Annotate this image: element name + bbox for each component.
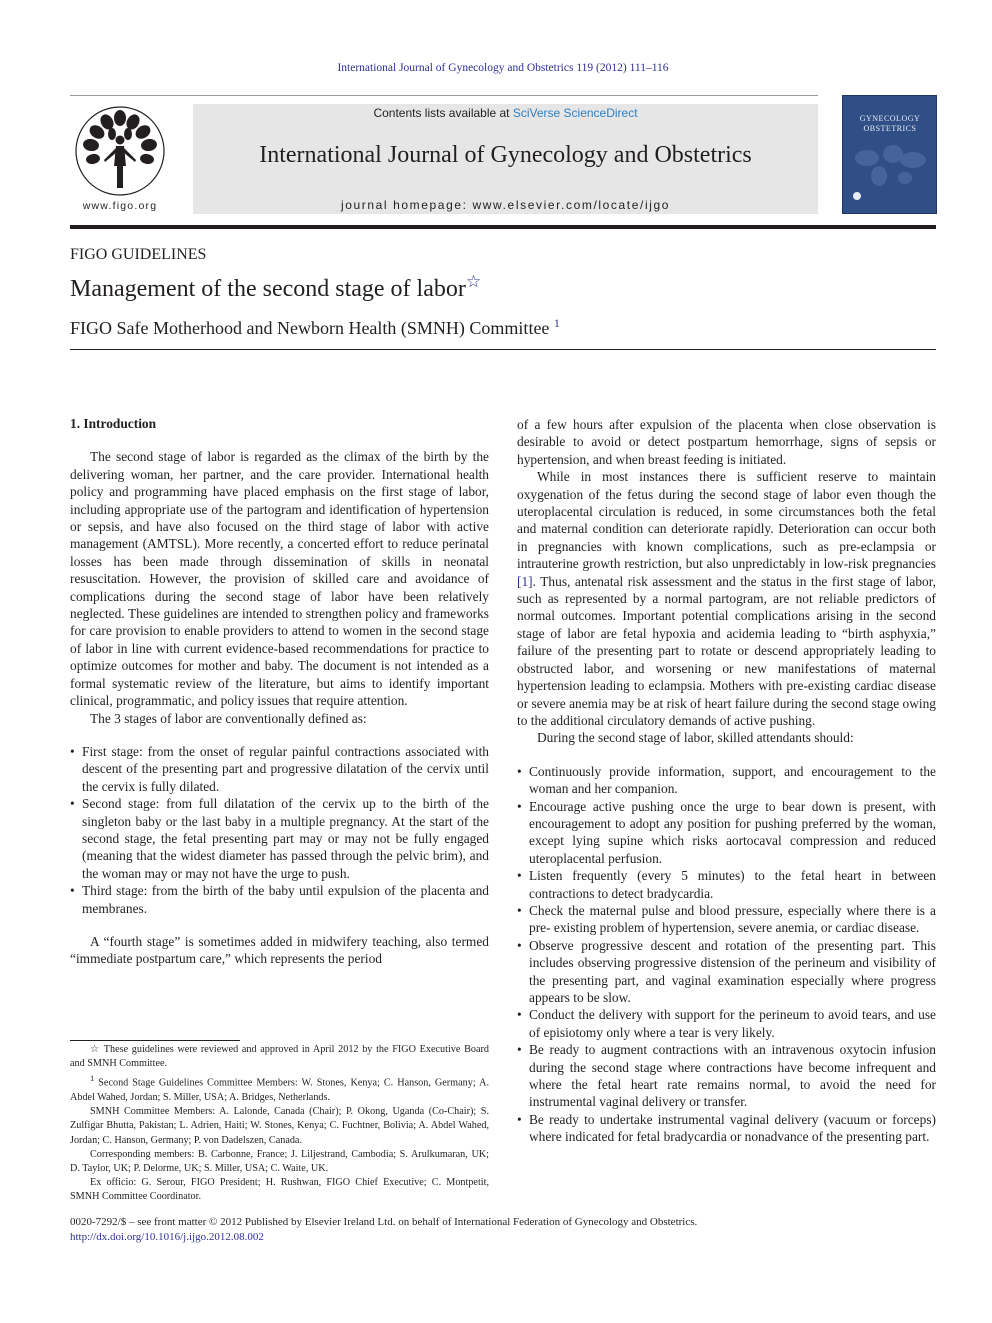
stages-list (70, 743, 489, 917)
contents-prefix: Contents lists available at (373, 106, 513, 120)
paragraph: During the second stage of labor, skilled attendants should: (537, 730, 854, 746)
authors-text: FIGO Safe Motherhood and Newborn Health (SMNH) Committee (70, 318, 550, 338)
article-title-text: Management of the second stage of labor (70, 276, 466, 302)
list-item: • Be ready to augment contractions with an intravenous oxytocin infusion during the second stage where contractions have become infrequent and where the fetal heart rate remains normal, to avoid the need for instrumental vaginal delivery or transfer. (517, 1041, 936, 1111)
footnote (70, 1071, 489, 1105)
reference-link[interactable]: [1] (517, 573, 533, 589)
section-heading: 1. Introduction (70, 416, 157, 431)
attendant-actions-list (517, 763, 936, 1146)
left-column (70, 415, 489, 968)
title-rule (70, 349, 936, 350)
contents-line (193, 106, 818, 120)
list-item: • Listen frequently (every 5 minutes) to the fetal heart in between contractions to detect bradycardia. (517, 867, 936, 902)
paragraph: of a few hours after expulsion of the placenta when close observation is desirable to avoid or detect postpartum hemorrhage, signs of sepsis or hypertension, and when breast feeding is initiated. (517, 417, 936, 467)
list-item: • Third stage: from the birth of the baby until expulsion of the placenta and membranes. (70, 882, 489, 917)
author-footnote-mark[interactable]: 1 (553, 316, 560, 330)
cover-title: GYNECOLOGY OBSTETRICS (859, 114, 921, 133)
title-footnote-mark[interactable]: ☆ (465, 272, 482, 291)
section-label: FIGO GUIDELINES (70, 246, 207, 263)
list-item: • Continuously provide information, support, and encouragement to the woman and her companion. (517, 763, 936, 798)
paragraph: The second stage of labor is regarded as the climax of the birth by the delivering woman, her partner, and the care provider. International health policy and programming have placed emphasis on the first stage of labor, including appropriate use of the partogram and identification of hypertension or sepsis, and have also focused on the third stage of labor with active management (AMTSL). More recently, a concerted effort to reduce perinatal losses has been made through dissemination of skills in neonatal resuscitation. However, the provision of skilled care and avoidance of complications during the second stage of labor have been relatively neglected. These guidelines are intended to strengthen policy and frameworks for care provision to enable providers to attend to women in the second stage of labor in line with current evidence-based recommendations for practice to optimize outcomes for mother and baby. The document is not intended as a formal systematic review of the literature, but aims to identify important clinical, programmatic, and policy issues that require attention. (70, 449, 489, 709)
sciencedirect-link[interactable]: SciVerse ScienceDirect (512, 106, 638, 120)
figo-logo (70, 104, 180, 216)
footnote-text: These guidelines were reviewed and approved in April 2012 by the FIGO Executive Board and SMNH Committee. (70, 1044, 489, 1070)
paragraph: The 3 stages of labor are conventionally defined as: (90, 710, 367, 726)
front-matter (70, 1215, 697, 1244)
logo-caption[interactable]: www.figo.org (82, 200, 158, 212)
footnotes (70, 1043, 489, 1205)
list-item: • Be ready to undertake instrumental vaginal delivery (vacuum or forceps) where indicated for fetal bradycardia or nonadvance of the presenting part. (517, 1111, 936, 1146)
list-item: • Conduct the delivery with support for the perineum to avoid tears, and use of episiotomy only where a tear is very likely. (517, 1006, 936, 1041)
list-item: • Encourage active pushing once the urge to bear down is present, with encouragement to adopt any position for pushing preferred by the woman, except lying supine which risks aortocaval compression and reduced uteroplacental perfusion. (517, 798, 936, 868)
doi-link[interactable]: http://dx.doi.org/10.1016/j.ijgo.2012.08.002 (70, 1230, 264, 1243)
list-item: • First stage: from the onset of regular painful contractions associated with descent of the presenting part and progressive dilatation of the cervix until the cervix is fully dilated. (70, 743, 489, 795)
article-title (70, 272, 481, 303)
journal-title: International Journal of Gynecology and Obstetrics (259, 142, 752, 168)
header-rule (70, 95, 818, 96)
paragraph-text: . Thus, antenatal risk assessment and the status in the first stage of labor, such as represented by a normal partogram, are not reliable predictors of normal outcomes. Important potential complications arising in the second stage of labor are fetal hypoxia and acidemia leading to “birth asphyxia,” failure of the presenting part to rotate or descend appropriately leading to obstructed labor, and worsening or new manifestations of maternal hypertension leading to eclampsia. Mothers with pre-existing cardiac disease or severe anemia may be at risk of heart failure during the second stage owing to the additional circulatory demands of active pushing. (517, 573, 936, 728)
journal-banner (193, 104, 818, 214)
header-thick-rule (70, 225, 936, 229)
figo-tree-icon (70, 104, 170, 198)
footnote: Corresponding members: B. Carbonne, France; J. Liljestrand, Cambodia; S. Arulkumaran, UK; D. Taylor, UK; P. Delorme, UK; S. Miller, USA; C. Waite, UK. (70, 1148, 489, 1175)
paragraph: A “fourth stage” is sometimes added in midwifery teaching, also termed “immediate postpartum care,” which represents the period (70, 933, 489, 967)
paragraph-text: While in most instances there is sufficient reserve to maintain oxygenation of the fetus during the second stage of labor even though the uteroplacental circulation is reduced, in some circumstances both the fetal and maternal condition can deteriorate rapidly. Deterioration can occur both in pregnancies with known complications, such as pre-eclampsia or intrauterine growth restriction, but also unpredictably in low-risk pregnancies (517, 469, 936, 572)
footnote (70, 1043, 489, 1071)
paragraph (517, 468, 936, 729)
list-item: • Check the maternal pulse and blood pressure, especially where there is a pre- existing problem of hypertension, severe anemia, or cardiac disease. (517, 902, 936, 937)
footnote: SMNH Committee Members: A. Lalonde, Canada (Chair); P. Okong, Uganda (Co-Chair); S. Zulfigar Bhutta, Pakistan; L. Adrien, Haiti; W. Stones, Kenya; C. Fuchtner, Bolivia; A. Abdel Wahed, Jordan; C. Hanson, Germany; P. von Dadelszen, Canada. (70, 1106, 489, 1146)
footnote: Ex officio: G. Serour, FIGO President; H. Rushwan, FIGO Chief Executive; C. Montpetit, SMNH Committee Coordinator. (70, 1177, 489, 1203)
article-authors (70, 316, 560, 339)
footnote-text: Second Stage Guidelines Committee Members: W. Stones, Kenya; C. Hanson, Germany; A. Abdel Wahed, Jordan; S. Miller, USA; A. Bridges, Netherlands. (70, 1077, 490, 1103)
right-column (517, 416, 936, 1146)
journal-cover (842, 95, 937, 214)
cover-map-icon (843, 96, 936, 213)
list-item: • Second stage: from full dilatation of the cervix up to the birth of the singleton baby or the last baby in a multiple pregnancy. At the start of the second stage, the fetal presenting part may or may not be fully engaged (meaning that the widest diameter has passed through the pelvic brim), and the woman may or may not have the urge to push. (70, 795, 489, 882)
footnote-rule (70, 1040, 240, 1041)
list-item: • Observe progressive descent and rotation of the presenting part. This includes observing progressive distension of the perineum and visibility of the presenting part, and vaginal examination especially where progress appears to be slow. (517, 937, 936, 1007)
footnote-mark: 1 (90, 1073, 95, 1084)
issn-line: 0020-7292/$ – see front matter © 2012 Published by Elsevier Ireland Ltd. on behalf of International Federation of Gynecology and Obstetrics. (70, 1216, 698, 1228)
journal-citation[interactable]: International Journal of Gynecology and Obstetrics 119 (2012) 111–116 (337, 62, 669, 74)
journal-homepage[interactable]: journal homepage: www.elsevier.com/locate/ijgo (340, 198, 671, 212)
footnote-mark: ☆ (90, 1044, 101, 1055)
